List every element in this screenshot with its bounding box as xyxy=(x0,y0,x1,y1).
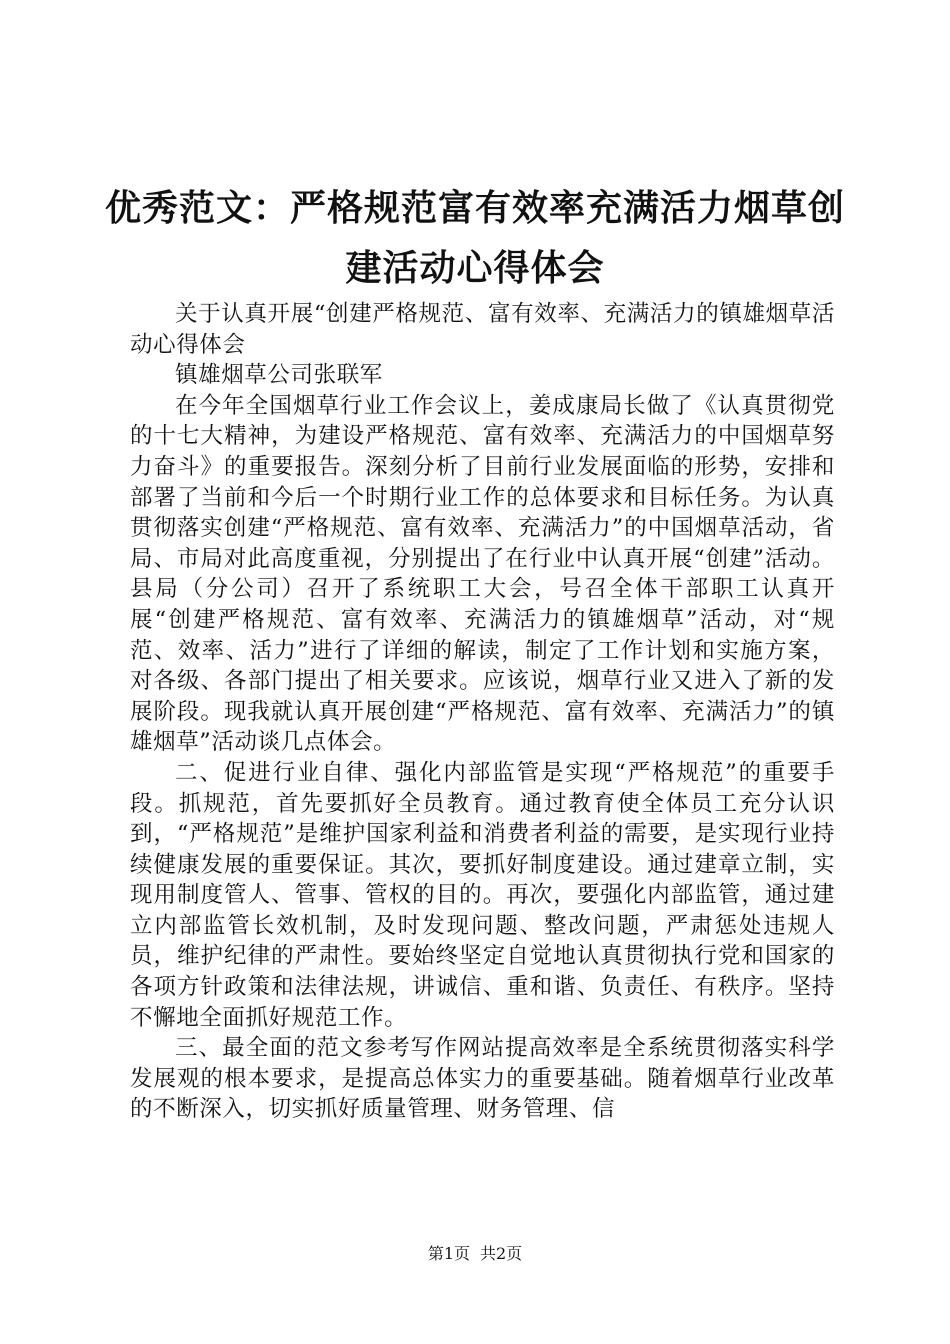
document-body xyxy=(130,299,835,1125)
paragraph-intro: 关于认真开展“创建严格规范、富有效率、充满活力的镇雄烟草活动心得体会 xyxy=(130,301,835,358)
document-title-line-1: 优秀范文：严格规范富有效率充满活力烟草创 xyxy=(104,187,845,229)
page-number-current: 第1页 xyxy=(427,1244,470,1263)
page-number-total: 共2页 xyxy=(480,1244,523,1263)
paragraph-background: 在今年全国烟草行业工作会议上，姜成康局长做了《认真贯彻党的十七大精神，为建设严格规范、富有效率、充满活力的中国烟草努力奋斗》的重要报告。深刻分析了目前行业发展面临的形势，安排和部署了当前和今后一个时期行业工作的总体要求和目标任务。为认真贯彻落实创建“严格规范、富有效率、充满活力”的中国烟草活动，省局、市局对此高度重视，分别提出了在行业中认真开展“创建”活动。县局（分公司）召开了系统职工大会，号召全体干部职工认真开展“创建严格规范、富有效率、充满活力的镇雄烟草”活动，对“规范、效率、活力”进行了详细的解读，制定了工作计划和实施方案，对各级、各部门提出了相关要求。应该说，烟草行业又进入了新的发展阶段。现我就认真开展创建“严格规范、富有效率、充满活力”的镇雄烟草”活动谈几点体会。 xyxy=(130,392,835,756)
document-title-line-2: 建活动心得体会 xyxy=(345,247,605,289)
paragraph-author: 镇雄烟草公司张联军 xyxy=(175,362,383,389)
page-footer xyxy=(0,1244,950,1264)
paragraph-section-three: 三、最全面的范文参考写作网站提高效率是全系统贯彻落实科学发展观的根本要求，是提高总体实力的重要基础。随着烟草行业改革的不断深入，切实抓好质量管理、财务管理、信 xyxy=(130,1035,835,1123)
paragraph-section-two: 二、促进行业自律、强化内部监管是实现“严格规范”的重要手段。抓规范，首先要抓好全员教育。通过教育使全体员工充分认识到，“严格规范”是维护国家利益和消费者利益的需要，是实现行业持续健康发展的重要保证。其次，要抓好制度建设。通过建章立制，实现用制度管人、管事、管权的目的。再次，要强化内部监管，通过建立内部监管长效机制，及时发现问题、整改问题，严肃惩处违规人员，维护纪律的严肃性。要始终坚定自觉地认真贯彻执行党和国家的各项方针政策和法律法规，讲诚信、重和谐、负责任、有秩序。坚持不懈地全面抓好规范工作。 xyxy=(130,759,835,1031)
